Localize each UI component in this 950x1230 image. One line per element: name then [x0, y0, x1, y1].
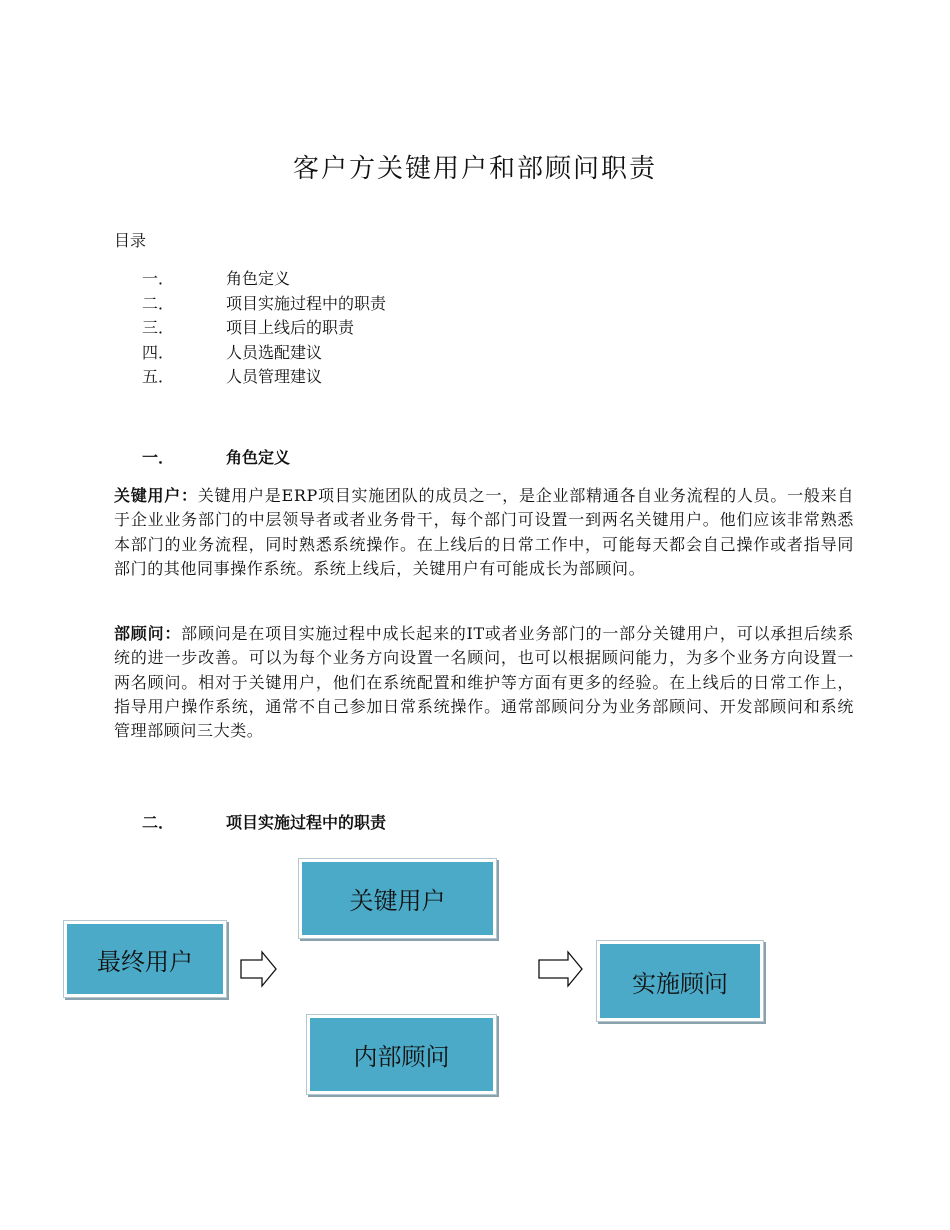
toc-heading: 目录 [114, 231, 147, 250]
paragraph-internal-consultant [114, 622, 854, 743]
paragraph-body: 部顾问是在项目实施过程中成长起来的IT或者业务部门的一部分关键用户，可以承担后续系统的进一步改善。可以为每个业务方向设置一名顾问，也可以根据顾问能力，为多个业务方向设置一两名顾问。相对于关键用户，他们在系统配置和维护等方面有更多的经验。在上线后的日常工作上，指导用户操作系统，通常不自己参加日常系统操作。通常部顾问分为业务部顾问、开发部顾问和系统管理部顾问三大类。 [114, 624, 855, 741]
toc-item [142, 340, 386, 365]
toc-item-number: 五． [142, 367, 175, 386]
toc-item-number: 二． [142, 293, 175, 313]
box-internal-consultant: 内部顾问 [310, 1018, 493, 1091]
toc-item [142, 315, 386, 340]
box-end-user: 最终用户 [67, 924, 223, 994]
box-implementation-consultant: 实施顾问 [600, 944, 760, 1018]
section-title: 项目实施过程中的职责 [226, 813, 387, 832]
arrow-right-icon [538, 950, 584, 988]
toc-item-number: 一． [142, 269, 175, 288]
arrow-right-icon [240, 950, 278, 988]
table-of-contents [142, 266, 386, 389]
paragraph-key-user [114, 484, 854, 581]
section-heading [142, 445, 290, 468]
toc-item-label: 人员选配建议 [226, 342, 323, 362]
toc-item-label: 人员管理建议 [226, 367, 323, 386]
paragraph-body: 关键用户是ERP项目实施团队的成员之一，是企业部精通各自业务流程的人员。一般来自于企业业务部门的中层领导者或者业务骨干，每个部门可设置一到两名关键用户。他们应该非常熟悉本部门的业务流程，同时熟悉系统操作。在上线后的日常工作中，可能每天都会自己操作或者指导同部门的其他同事操作系统。系统上线后，关键用户有可能成长为部顾问。 [114, 486, 854, 578]
toc-item-label: 项目实施过程中的职责 [226, 293, 387, 313]
toc-item [142, 291, 386, 316]
box-key-user: 关键用户 [302, 862, 493, 935]
toc-item-label: 角色定义 [226, 269, 291, 288]
toc-item-number: 三． [142, 318, 175, 337]
section-number: 一． [142, 448, 175, 467]
toc-item-number: 四． [142, 342, 175, 362]
term-key-user: 关键用户： [114, 486, 198, 505]
section-heading [142, 810, 386, 833]
toc-item [142, 266, 386, 291]
section-number: 二． [142, 813, 175, 832]
section-title: 角色定义 [226, 448, 291, 467]
toc-item [142, 364, 386, 389]
page-title: 客户方关键用户和部顾问职责 [292, 154, 657, 184]
toc-item-label: 项目上线后的职责 [226, 318, 355, 337]
term-internal-consultant: 部顾问： [114, 624, 182, 643]
